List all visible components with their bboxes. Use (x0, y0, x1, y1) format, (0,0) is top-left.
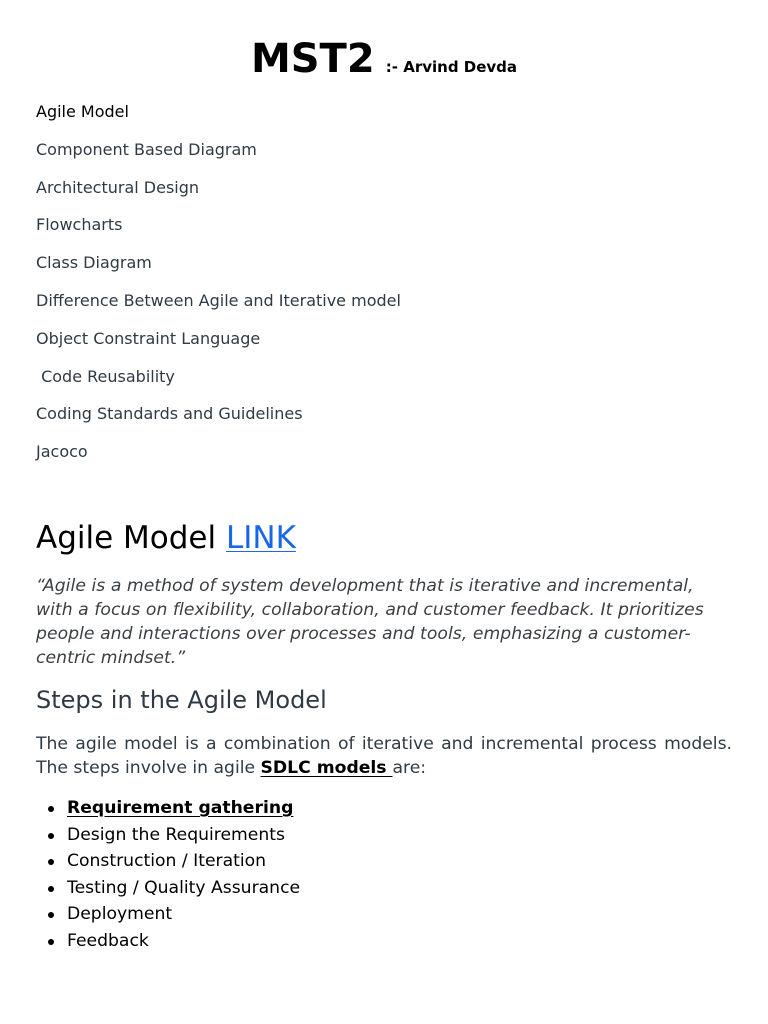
toc-item-object-constraint-language[interactable]: Object Constraint Language (36, 328, 261, 348)
list-item (36, 822, 300, 849)
agile-definition-quote: “Agile is a method of system development that is iterative and incremental, with a focus on flexibility, collaboration, and customer feedback. It prioritizes people and interactions over processes and tools, emphasizing a customer-centric mindset.” (36, 576, 704, 668)
section-heading (36, 518, 296, 558)
section-heading-text: Agile Model (36, 520, 217, 556)
intro-paragraph-text: The agile model is a combination of iterative and incremental process models. The steps involve in agile (36, 734, 732, 778)
bullet-icon (48, 859, 54, 865)
agile-model-link[interactable]: LINK (225, 520, 296, 556)
toc-item-flowcharts[interactable]: Flowcharts (36, 215, 123, 235)
intro-paragraph-end: are: (392, 758, 427, 778)
toc-item-code-reusability[interactable]: Code Reusability (36, 366, 175, 386)
list-item (36, 928, 300, 955)
list-item (36, 848, 300, 875)
list-item (36, 795, 300, 822)
intro-paragraph (36, 732, 732, 780)
title-text: MST2 (250, 36, 375, 82)
step-text: Testing / Quality Assurance (67, 877, 301, 898)
requirement-gathering-link[interactable]: Requirement gathering (67, 798, 294, 818)
step-text: Construction / Iteration (67, 851, 267, 872)
toc-item-agile-vs-iterative[interactable]: Difference Between Agile and Iterative model (36, 290, 401, 310)
bullet-icon (48, 806, 54, 812)
bullet-icon (48, 886, 54, 892)
step-text: Design the Requirements (67, 824, 285, 845)
document-title (0, 36, 768, 82)
step-text: Feedback (67, 930, 149, 951)
bullet-icon (48, 939, 54, 945)
list-item (36, 875, 300, 902)
agile-steps-list (36, 795, 300, 955)
author-text: :- Arvind Devda (385, 58, 518, 76)
toc-item-component-based-diagram[interactable]: Component Based Diagram (36, 139, 257, 159)
toc-item-agile-model[interactable]: Agile Model (36, 102, 129, 121)
bullet-icon (48, 833, 54, 839)
toc-item-architectural-design[interactable]: Architectural Design (36, 177, 200, 197)
list-item (36, 901, 300, 928)
steps-subheading: Steps in the Agile Model (36, 686, 327, 714)
bullet-icon (48, 912, 54, 918)
toc-item-jacoco[interactable]: Jacoco (36, 442, 88, 462)
sdlc-models-link[interactable]: SDLC models (260, 758, 393, 778)
step-text: Deployment (67, 904, 173, 925)
table-of-contents (36, 102, 401, 480)
toc-item-class-diagram[interactable]: Class Diagram (36, 253, 152, 273)
toc-item-coding-standards[interactable]: Coding Standards and Guidelines (36, 404, 303, 424)
